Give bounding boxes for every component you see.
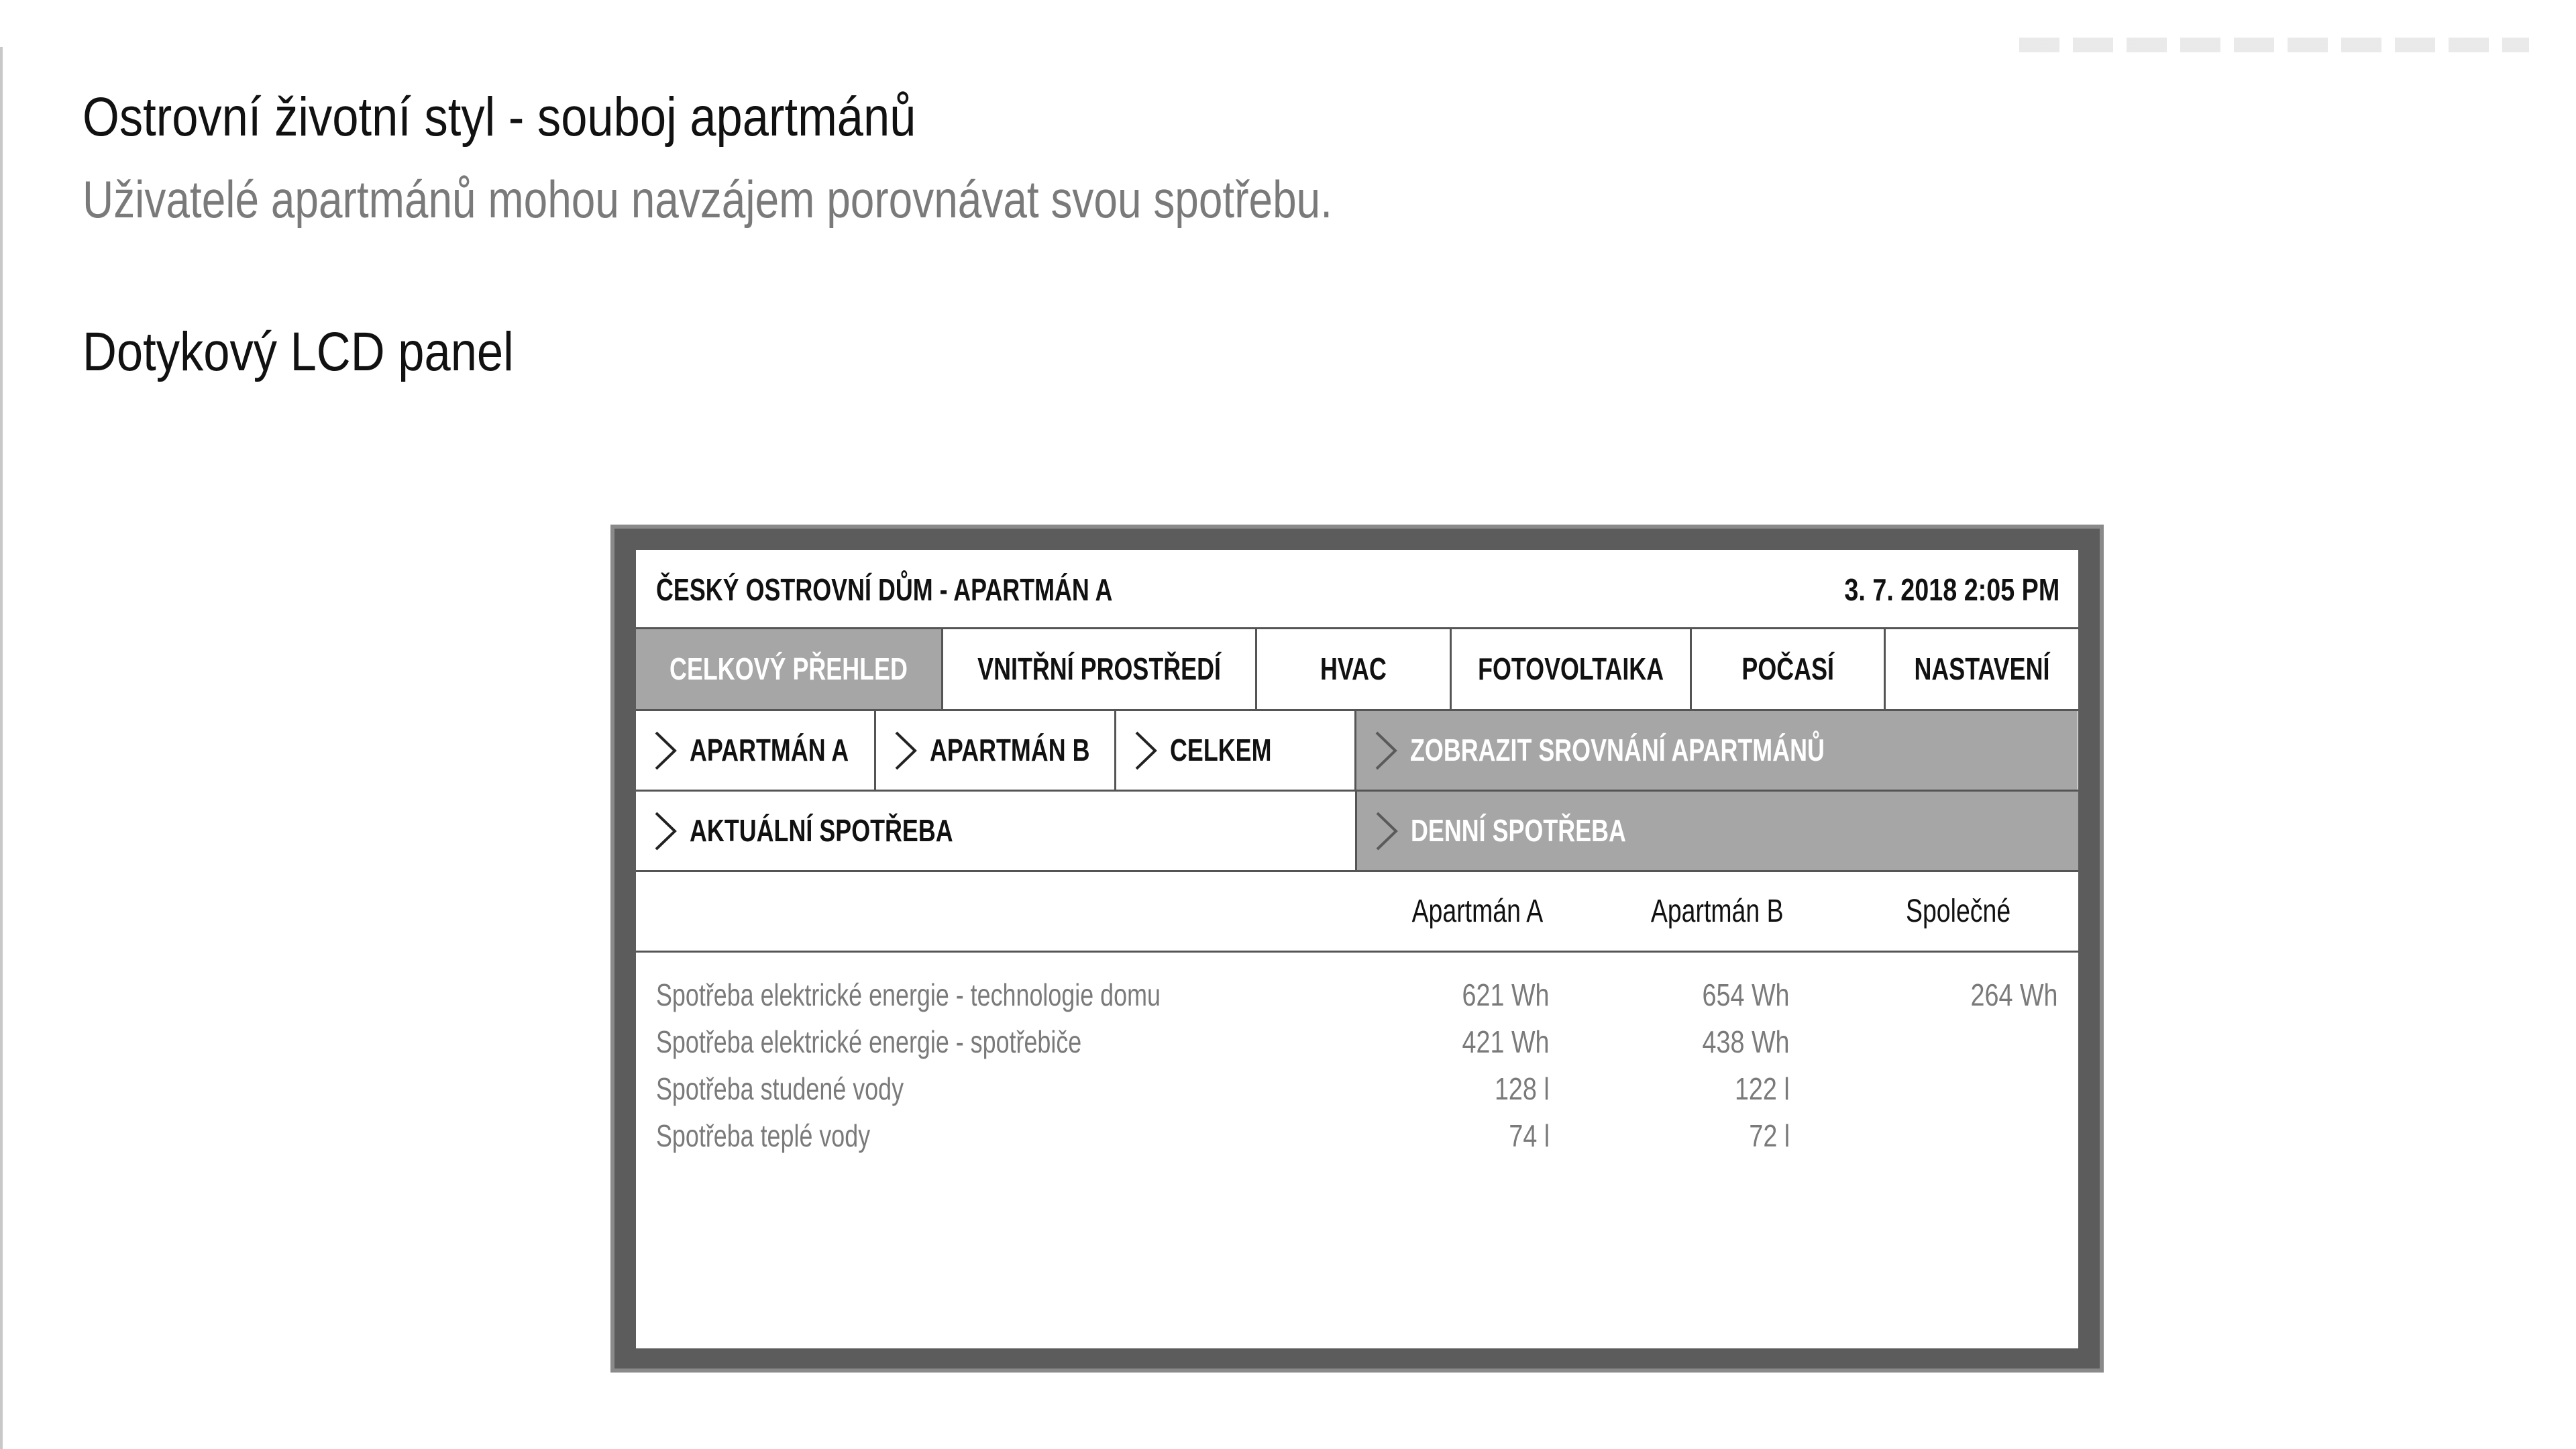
column-header: Společné xyxy=(1905,894,2011,929)
value-apartman-b: 72 l xyxy=(1749,1118,1790,1153)
tab-fotovoltaika[interactable]: FOTOVOLTAIKA xyxy=(1452,629,1692,709)
table-header xyxy=(636,872,2078,953)
view-aktualni-spotreba[interactable]: AKTUÁLNÍ SPOTŘEBA xyxy=(636,792,1357,870)
chevron-right-icon xyxy=(1373,730,1399,771)
section-title: Dotykový LCD panel xyxy=(83,321,514,382)
house-title: ČESKÝ OSTROVNÍ DŮM - APARTMÁN A xyxy=(656,572,1113,607)
row-label: Spotřeba elektrické energie - spotřebiče xyxy=(656,1024,1082,1059)
tab-vnitrni-prostredi[interactable]: VNITŘNÍ PROSTŘEDÍ xyxy=(943,629,1257,709)
subnav-srovnani-apartmanu[interactable]: ZOBRAZIT SROVNÁNÍ APARTMÁNŮ xyxy=(1356,711,2078,790)
slide-subtitle: Uživatelé apartmánů mohou navzájem porovnávat svou spotřebu. xyxy=(83,170,1333,229)
table-row xyxy=(636,1018,2078,1065)
subnav-apartman-b[interactable]: APARTMÁN B xyxy=(876,711,1116,790)
value-apartman-b: 438 Wh xyxy=(1703,1024,1790,1059)
subnav-apartman-a[interactable]: APARTMÁN A xyxy=(636,711,876,790)
value-spolecne xyxy=(1857,1065,2058,1112)
chevron-right-icon xyxy=(1132,730,1159,771)
tab-nastaveni[interactable]: NASTAVENÍ xyxy=(1914,651,2050,686)
table-row xyxy=(636,1112,2078,1159)
datetime: 3. 7. 2018 2:05 PM xyxy=(1844,572,2059,607)
view-denni-spotreba[interactable]: DENNÍ SPOTŘEBA xyxy=(1357,792,2078,870)
lcd-panel-frame xyxy=(610,525,2104,1373)
column-header: Apartmán B xyxy=(1651,894,1784,929)
chevron-right-icon xyxy=(652,810,679,852)
value-spolecne: 264 Wh xyxy=(1971,977,2058,1012)
subnav-celkem[interactable]: CELKEM xyxy=(1116,711,1356,790)
value-apartman-a: 128 l xyxy=(1495,1071,1550,1106)
value-apartman-b: 654 Wh xyxy=(1703,977,1790,1012)
value-spolecne xyxy=(1857,1112,2058,1159)
value-apartman-b: 122 l xyxy=(1735,1071,1790,1106)
chevron-right-icon xyxy=(892,730,919,771)
row-label: Spotřeba teplé vody xyxy=(656,1118,871,1153)
tab-celkovy-prehled[interactable]: CELKOVÝ PŘEHLED xyxy=(636,629,943,709)
value-apartman-a: 74 l xyxy=(1509,1118,1550,1153)
left-divider xyxy=(0,47,3,1449)
row-label: Spotřeba studené vody xyxy=(656,1071,904,1106)
tab-pocasi[interactable]: POČASÍ xyxy=(1692,629,1886,709)
sub-nav xyxy=(636,711,2078,792)
header-decoration xyxy=(2019,38,2529,52)
chevron-right-icon xyxy=(652,730,679,771)
row-label: Spotřeba elektrické energie - technologie domu xyxy=(656,977,1161,1012)
tab-hvac[interactable]: HVAC xyxy=(1257,629,1452,709)
table-row xyxy=(636,1065,2078,1112)
view-nav xyxy=(636,792,2078,872)
value-apartman-a: 421 Wh xyxy=(1462,1024,1550,1059)
value-spolecne xyxy=(1857,1018,2058,1065)
chevron-right-icon xyxy=(1373,810,1400,852)
panel-header xyxy=(636,550,2078,629)
lcd-screen xyxy=(636,550,2078,1348)
table-row xyxy=(636,971,2078,1018)
column-header: Apartmán A xyxy=(1411,894,1543,929)
slide-title: Ostrovní životní styl - souboj apartmánů xyxy=(83,87,916,148)
main-tabs xyxy=(636,629,2078,711)
value-apartman-a: 621 Wh xyxy=(1462,977,1550,1012)
